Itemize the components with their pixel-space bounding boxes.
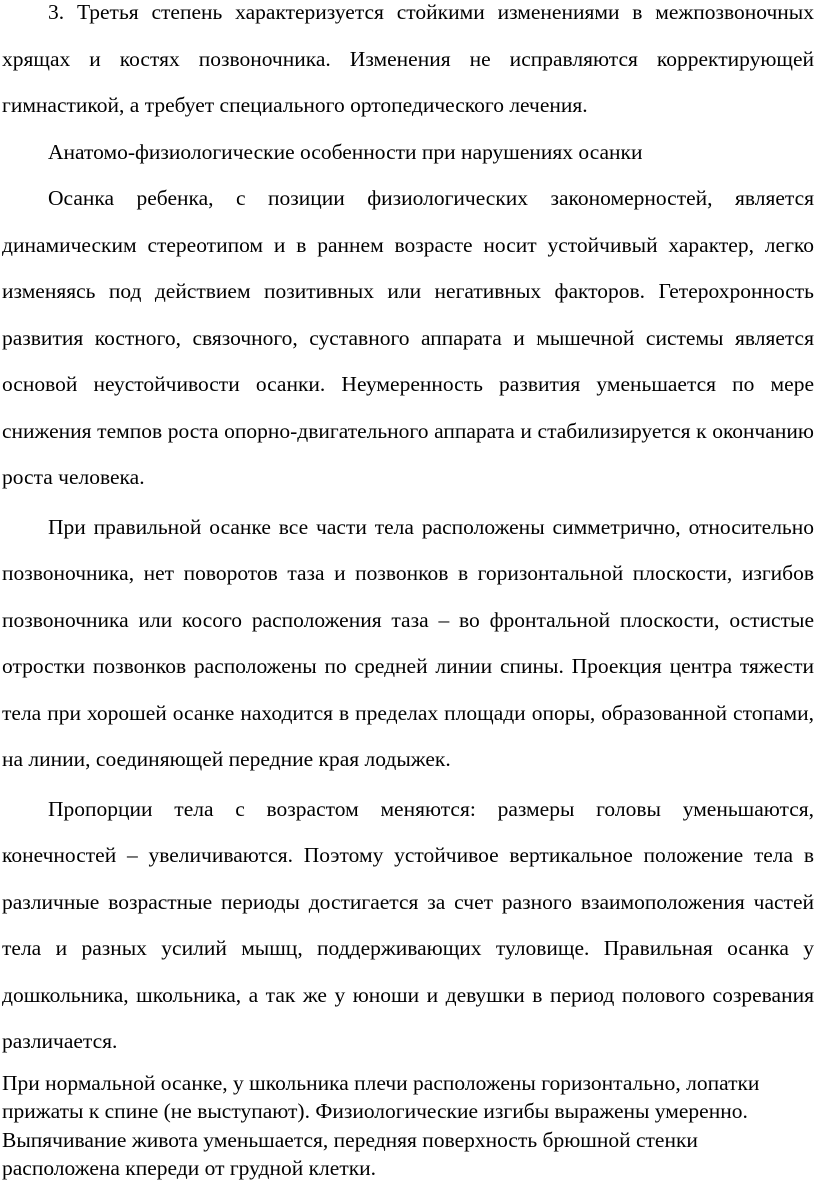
paragraph-child-posture: Осанка ребенка, с позиции физиологических закономерностей, является динамическим стереотипом и в раннем возрасте носит устойчивый характер, легко изменяясь под действием позитивных или негативных факторов. Гетерохронность развития костного, связочного, суставного аппарата и мышечной системы является основой неустойчивости осанки. Неумеренность развития уменьшается по мере снижения темпов роста опорно-двигательного аппарата и стабилизируется к окончанию роста человека. [2, 186, 814, 489]
paragraph-normal-posture-schoolchild: При нормальной осанке, у школьника плечи расположены горизонтально, лопатки прижаты к спине (не выступают). Физиологические изгибы выражены умеренно. Выпячивание живота уменьшается, передняя поверхность брюшной стенки расположена кпереди от грудной клетки. [2, 1070, 760, 1181]
paragraph-third-degree: 3. Третья степень характеризуется стойкими изменениями в межпозвоночных хрящах и костях позвоночника. Изменения не исправляются корректирующей гимнастикой, а требует специального ортопедического лечения. [2, 0, 814, 117]
paragraph-body-proportions: Пропорции тела с возрастом меняются: размеры головы уменьшаются, конечностей – увеличиваются. Поэтому устойчивое вертикальное положение тела в различные возрастные периоды достигается за счет разного взаимоположения частей тела и разных усилий мышц, поддерживающих туловище. Правильная осанка у дошкольника, школьника, а так же у юноши и девушки в период полового созревания различается. [2, 796, 814, 1053]
section-heading: Анатомо-физиологические особенности при нарушениях осанки [48, 139, 643, 164]
document-page [2, 0, 814, 1183]
paragraph-correct-posture: При правильной осанке все части тела расположены симметрично, относительно позвоночника, нет поворотов таза и позвонков в горизонтальной плоскости, изгибов позвоночника или косого расположения таза – во фронтальной плоскости, остистые отростки позвонков расположены по средней линии спины. Проекция центра тяжести тела при хорошей осанке находится в пределах площади опоры, образованной стопами, на линии, соединяющей передние края лодыжек. [2, 514, 814, 771]
